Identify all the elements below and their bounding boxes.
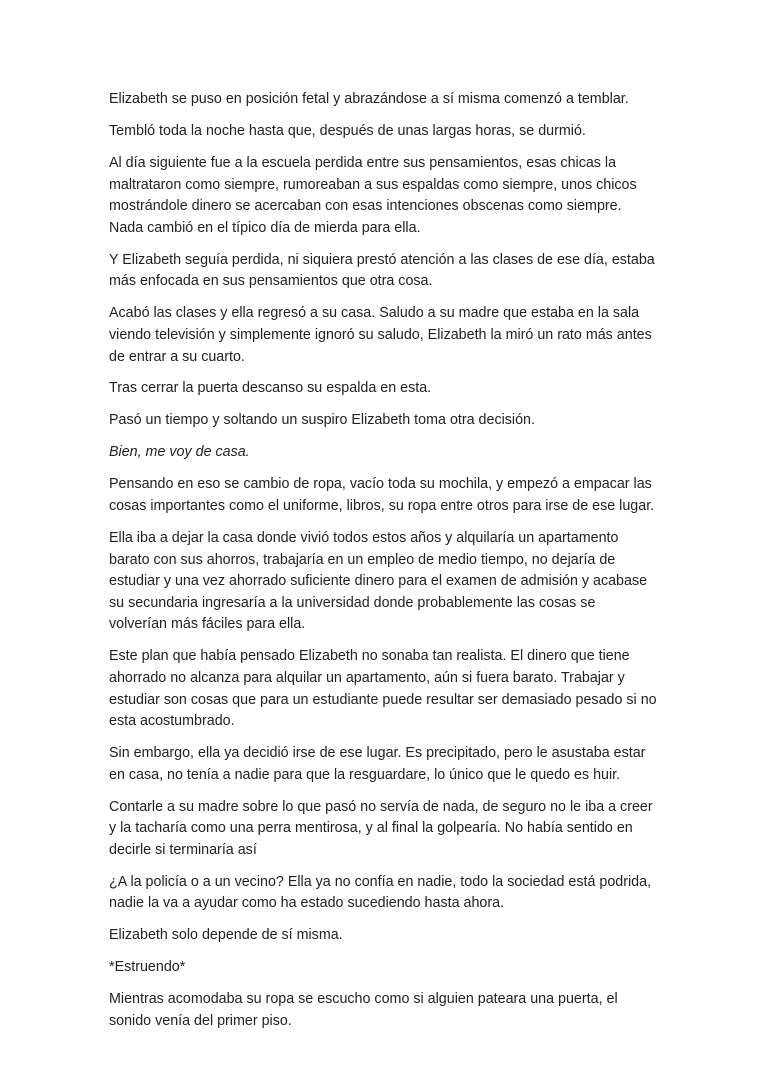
paragraph-16-sound: *Estruendo* — [109, 959, 186, 976]
paragraph-12: Sin embargo, ella ya decidió irse de ese lugar. Es precipitado, pero le asustaba estar en casa, no tenía a nadie para que la resguardare, lo único que le quedo es huir. — [109, 745, 646, 783]
paragraph-7: Pasó un tiempo y soltando un suspiro Elizabeth toma otra decisión. — [109, 412, 535, 429]
paragraph-3: Al día siguiente fue a la escuela perdida entre sus pensamientos, esas chicas la maltrataron como siempre, rumoreaban a sus espaldas como siempre, unos chicos mostrándole dinero se acercaban con esas intenciones obscenas como siempre. Nada cambió en el típico día de mierda para ella. — [109, 154, 637, 236]
paragraph-9: Pensando en eso se cambio de ropa, vacío toda su mochila, y empezó a empacar las cosas importantes como el uniforme, libros, su ropa entre otros para irse de ese lugar. — [109, 476, 655, 515]
paragraph-5: Acabó las clases y ella regresó a su casa. Saludo a su madre que estaba en la sala viendo televisión y simplemente ignoró su saludo, Elizabeth la miró un rato más antes de entrar a su cuarto. — [109, 305, 652, 365]
paragraph-11: Este plan que había pensado Elizabeth no sonaba tan realista. El dinero que tiene ahorrado no alcanza para alquilar un apartamento, aún si fuera barato. Trabajar y estudiar son cosas que para un estudiante puede resultar ser demasiado pesado si no esta acostumbrado. — [109, 648, 657, 730]
paragraph-2: Tembló toda la noche hasta que, después de unas largas horas, se durmió. — [109, 122, 586, 139]
paragraph-1: Elizabeth se puso en posición fetal y abrazándose a sí misma comenzó a temblar. — [109, 91, 629, 107]
paragraph-10: Ella iba a dejar la casa donde vivió todos estos años y alquilaría un apartamento barato con sus ahorros, trabajaría en un empleo de medio tiempo, no dejaría de estudiar y una vez ahorrado suficiente dinero para el examen de admisión y acabase su secundaria ingresaría a la universidad donde probablemente las cosas se volverían más fáciles para ella. — [109, 530, 648, 633]
document-body — [109, 89, 657, 1043]
paragraph-14: ¿A la policía o a un vecino? Ella ya no confía en nadie, todo la sociedad está podrida, nadie la va a ayudar como ha estado sucediendo hasta ahora. — [109, 873, 652, 912]
paragraph-8-thought: Bien, me voy de casa. — [109, 444, 250, 461]
paragraph-6: Tras cerrar la puerta descanso su espalda en esta. — [109, 380, 432, 397]
paragraph-4: Y Elizabeth seguía perdida, ni siquiera prestó atención a las clases de ese día, estaba más enfocada en sus pensamientos que otra cosa. — [109, 251, 655, 290]
paragraph-13: Contarle a su madre sobre lo que pasó no servía de nada, de seguro no le iba a creer y la tacharía como una perra mentirosa, y al final la golpearía. No había sentido en decirle si terminaría así — [109, 798, 653, 858]
paragraph-15: Elizabeth solo depende de sí misma. — [109, 927, 343, 944]
paragraph-17: Mientras acomodaba su ropa se escucho como si alguien pateara una puerta, el sonido venía del primer piso. — [109, 991, 618, 1030]
